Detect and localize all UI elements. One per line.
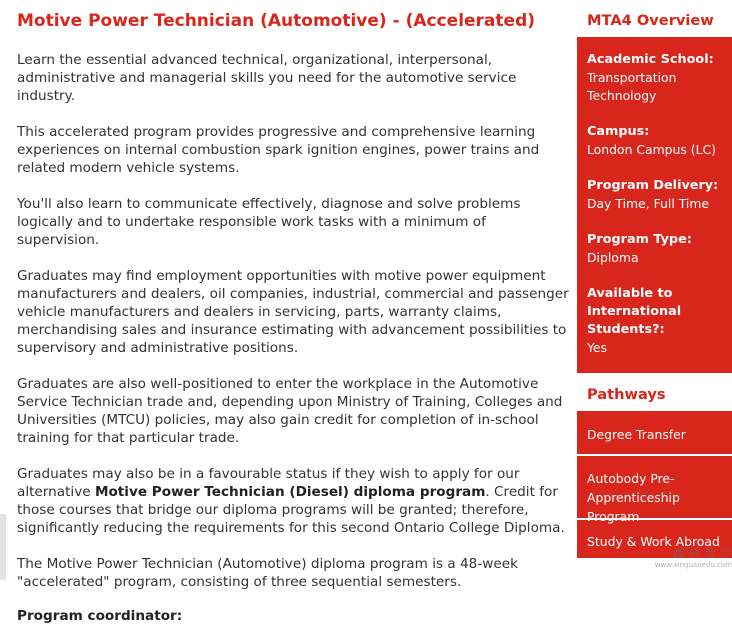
pathway-autobody-link[interactable]: Autobody Pre-Apprenticeship Program: [577, 456, 732, 520]
trade-paragraph: Graduates are also well-positioned to enter the workplace in the Automotive Service Technician trade and, depending upon Ministry of Training, Colleges and Universities (MTCU) policies, may also gain credit for completion of in-school training for that particular trade.: [17, 376, 563, 446]
overview-label: Campus:: [587, 124, 650, 139]
sidebar: [577, 0, 732, 560]
program-description: [17, 0, 570, 625]
pathways-title: Pathways: [587, 386, 666, 403]
alt-text-before: Graduates may also be in a favourable status if they wish to apply for our alternative: [17, 466, 520, 500]
overview-value: Day Time, Full Time: [587, 196, 710, 211]
overview-delivery: [587, 177, 722, 213]
overview-program-type: [587, 231, 722, 267]
overview-value: Transportation Technology: [587, 70, 677, 103]
overview-academic-school: [587, 51, 722, 105]
alternative-program-paragraph: [17, 465, 570, 537]
intro-paragraph: Learn the essential advanced technical, organizational, interpersonal, administrative and managerial skills you need for the automotive service industry.: [17, 52, 517, 104]
overview-international: [587, 285, 722, 357]
overview-value: Yes: [587, 340, 608, 355]
diesel-program-link[interactable]: Motive Power Technician (Diesel) diploma program: [94, 484, 486, 500]
pathway-degree-transfer-link[interactable]: Degree Transfer: [577, 411, 732, 456]
skills-paragraph: You'll also learn to communicate effectively, diagnose and solve problems logically and to undertake responsible work tasks with a minimum of supervision.: [17, 196, 521, 248]
overview-label: Program Type:: [587, 232, 692, 247]
watermark: [612, 546, 732, 580]
watermark-text: 鑫 泉 留 学: [672, 546, 732, 560]
page-title: Motive Power Technician (Automotive) - (Accelerated): [17, 11, 536, 31]
overview-label: Academic School:: [587, 52, 714, 67]
overview-title: MTA4 Overview: [587, 12, 714, 29]
pathway-study-abroad-link[interactable]: Study & Work Abroad: [577, 520, 732, 560]
overview-box: [577, 37, 732, 373]
left-edge-strip: [0, 514, 6, 580]
alt-text-after: . Credit for those courses that bridge our diploma programs will be granted; therefore, significantly reducing the requirements for this second Ontario College Diploma.: [17, 484, 565, 536]
program-paragraph: This accelerated program provides progressive and comprehensive learning experiences on internal combustion spark ignition engines, power trains and related modern vehicle systems.: [17, 124, 540, 176]
duration-paragraph: The Motive Power Technician (Automotive) diploma program is a 48-week "accelerated" program, consisting of three sequential semesters.: [17, 556, 518, 590]
coordinator-heading: Program coordinator:: [17, 608, 183, 624]
employment-paragraph: Graduates may find employment opportunities with motive power equipment manufacturers and dealers, oil companies, industrial, commercial and passenger vehicle manufacturers and dealers in servicing, parts, warranty claims, merchandising sales and insurance estimating with advancement possibilities to supervisory and administrative positions.: [17, 268, 569, 356]
overview-value: London Campus (LC): [587, 142, 717, 157]
overview-label: Available to International Students?:: [587, 286, 682, 337]
overview-campus: [587, 123, 722, 159]
watermark-url: www.xinquanedu.com: [654, 561, 732, 569]
overview-label: Program Delivery:: [587, 178, 719, 193]
overview-value: Diploma: [587, 250, 639, 265]
